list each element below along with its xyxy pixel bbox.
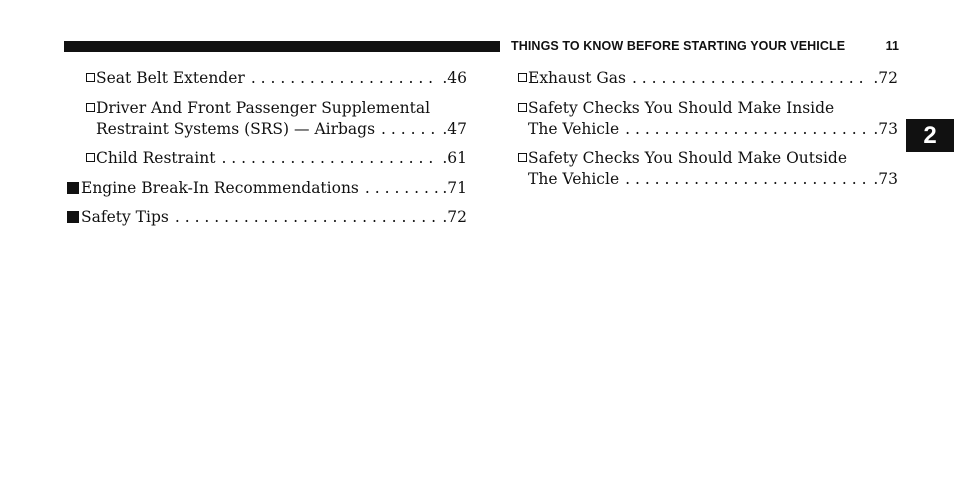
toc-entry-page: .72	[442, 208, 467, 226]
toc-entry[interactable]	[516, 98, 898, 140]
toc-entry[interactable]	[64, 68, 467, 89]
hollow-square-bullet-icon	[516, 74, 528, 83]
toc-entry-page: .71	[442, 178, 467, 197]
dot-leader	[175, 207, 438, 228]
toc-entry[interactable]	[64, 207, 467, 228]
toc-entry-page: .73	[873, 170, 898, 188]
dot-leader	[381, 119, 438, 140]
toc-entry-title-cont: The Vehicle	[528, 170, 620, 188]
toc-entry-title: Safety Checks You Should Make Outside	[528, 149, 848, 167]
toc-entry[interactable]	[64, 148, 467, 169]
hollow-square-bullet-icon	[84, 154, 96, 163]
filled-square-bullet-icon	[64, 181, 81, 193]
dot-leader	[365, 178, 438, 199]
toc-entry-page: .46	[442, 69, 467, 87]
toc-entry[interactable]	[64, 98, 467, 140]
hollow-square-bullet-icon	[84, 74, 96, 83]
toc-entry[interactable]	[516, 148, 898, 190]
toc-entry[interactable]	[516, 68, 898, 89]
toc-entry-title: Driver And Front Passenger Supplemental	[96, 98, 431, 117]
toc-entry-title: Exhaust Gas	[528, 69, 626, 87]
toc-entry-title: Safety Checks You Should Make Inside	[528, 98, 835, 117]
toc-entry-title-cont: The Vehicle	[528, 119, 620, 138]
filled-square-bullet-icon	[64, 210, 81, 222]
toc-entry-page: .72	[873, 69, 898, 87]
toc-entry-page: .47	[442, 119, 467, 138]
toc-entry[interactable]	[64, 178, 467, 199]
toc-entry-title: Safety Tips	[81, 208, 169, 226]
toc-entry-title: Child Restraint	[96, 149, 216, 167]
chapter-tab: 2	[906, 119, 954, 152]
hollow-square-bullet-icon	[84, 104, 96, 113]
dot-leader	[251, 68, 439, 89]
toc-entry-title: Seat Belt Extender	[96, 69, 245, 87]
dot-leader	[625, 119, 869, 140]
hollow-square-bullet-icon	[516, 154, 528, 163]
dot-leader	[632, 68, 869, 89]
toc-entry-page: .61	[442, 149, 467, 167]
dot-leader	[625, 169, 869, 190]
toc-right-column	[516, 68, 898, 199]
dot-leader	[221, 148, 438, 169]
page-number: 11	[885, 39, 899, 53]
toc-entry-title: Engine Break-In Recommendations	[81, 178, 359, 197]
header-rule	[64, 41, 500, 52]
toc-entry-page: .73	[873, 119, 898, 138]
running-head	[511, 38, 899, 54]
section-title: THINGS TO KNOW BEFORE STARTING YOUR VEHICLE	[511, 39, 846, 53]
toc-entry-title-cont: Restraint Systems (SRS) — Airbags	[96, 119, 376, 138]
hollow-square-bullet-icon	[516, 104, 528, 113]
toc-left-column	[64, 68, 467, 237]
